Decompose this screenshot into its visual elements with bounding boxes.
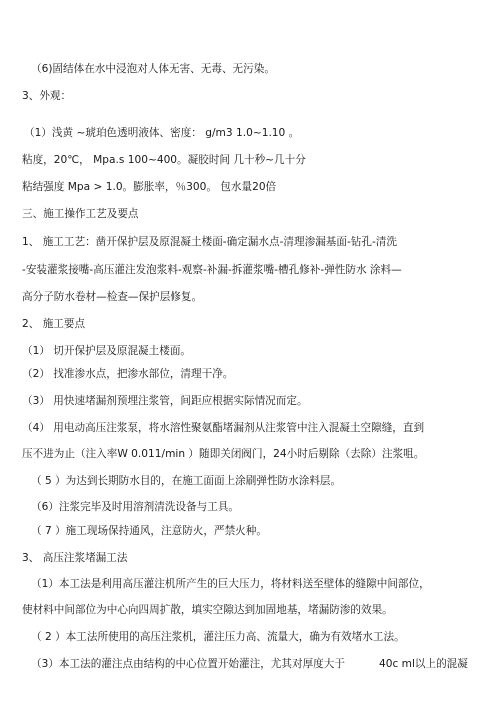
- text-line: 粘度，20℃， Mpa.s 100~400。凝胶时间 几十秒~几十分: [22, 154, 306, 166]
- text-line: （6)固结体在水中浸泡对人体无害、无毒、无污染。: [31, 63, 275, 75]
- text-line: （ 5 ）为达到长期防水目的，在施工面面上涂刷弹性防水涂料层。: [31, 475, 342, 487]
- section-heading: 三、施工操作工艺及要点: [22, 208, 139, 220]
- text-segment: （3）本工法的灌注点由结构的中心位置开始灌注，尤其对厚度大于: [31, 658, 345, 670]
- text-segment: 40c ml以上的混凝: [378, 658, 468, 670]
- text-line: -安装灌浆接嘴-高压灌注发泡浆料-观察-补漏-拆灌浆嘴-槽孔修补-弹性防水 涂料—: [22, 264, 402, 276]
- text-line: （4） 用电动高压注浆泵，将水溶性聚氨酯堵漏剂从注浆管中注入混凝土空隙缝，直到: [22, 422, 425, 434]
- section-heading: 3、外观：: [22, 90, 72, 102]
- text-line: （2） 找准渗水点，把渗水部位，清理干净。: [22, 368, 234, 380]
- text-line: （6）注浆完毕及时用溶剂清洗设备与工具。: [31, 501, 240, 513]
- text-line: （ 2 ）本工法所使用的高压注浆机，灌注压力高、流量大，确为有效堵水工法。: [31, 631, 405, 643]
- text-line: （1）浅黄 ~琥珀色透明液体、密度： g/m3 1.0~1.10 。: [24, 127, 300, 139]
- text-line: 高分子防水卷材—检查—保护层修复。: [22, 291, 203, 303]
- text-line: 使材料中间部位为中心向四周扩散，填实空隙达到加固地基，堵漏防渗的效果。: [22, 604, 393, 616]
- text-line: （1）本工法是利用高压灌注机所产生的巨大压力，将材料送至壁体的缝隙中间部位，: [31, 578, 430, 590]
- text-line: 1、 施工工艺：凿开保护层及原混凝土楼面-确定漏水点-清理渗漏基面-钻孔-清洗: [22, 236, 397, 248]
- text-line: 粘结强度 Mpa > 1.0。膨胀率，％300。 包水量20倍: [22, 181, 277, 193]
- text-line: 压不进为止（注入率W 0.011/min ）随即关闭阀门，24小时后剔除（去除）注浆咀。: [22, 448, 425, 460]
- text-line: （3） 用快速堵漏剂预埋注浆管，间距应根据实际情况而定。: [22, 395, 308, 407]
- section-heading: 2、 施工要点: [22, 318, 86, 330]
- text-line: （ 7 ）施工现场保持通风，注意防火，严禁火种。: [31, 525, 267, 537]
- section-heading: 3、 高压注浆堵漏工法: [22, 552, 128, 564]
- text-line: （1） 切开保护层及原混凝土楼面。: [22, 345, 192, 357]
- text-line: [31, 657, 468, 671]
